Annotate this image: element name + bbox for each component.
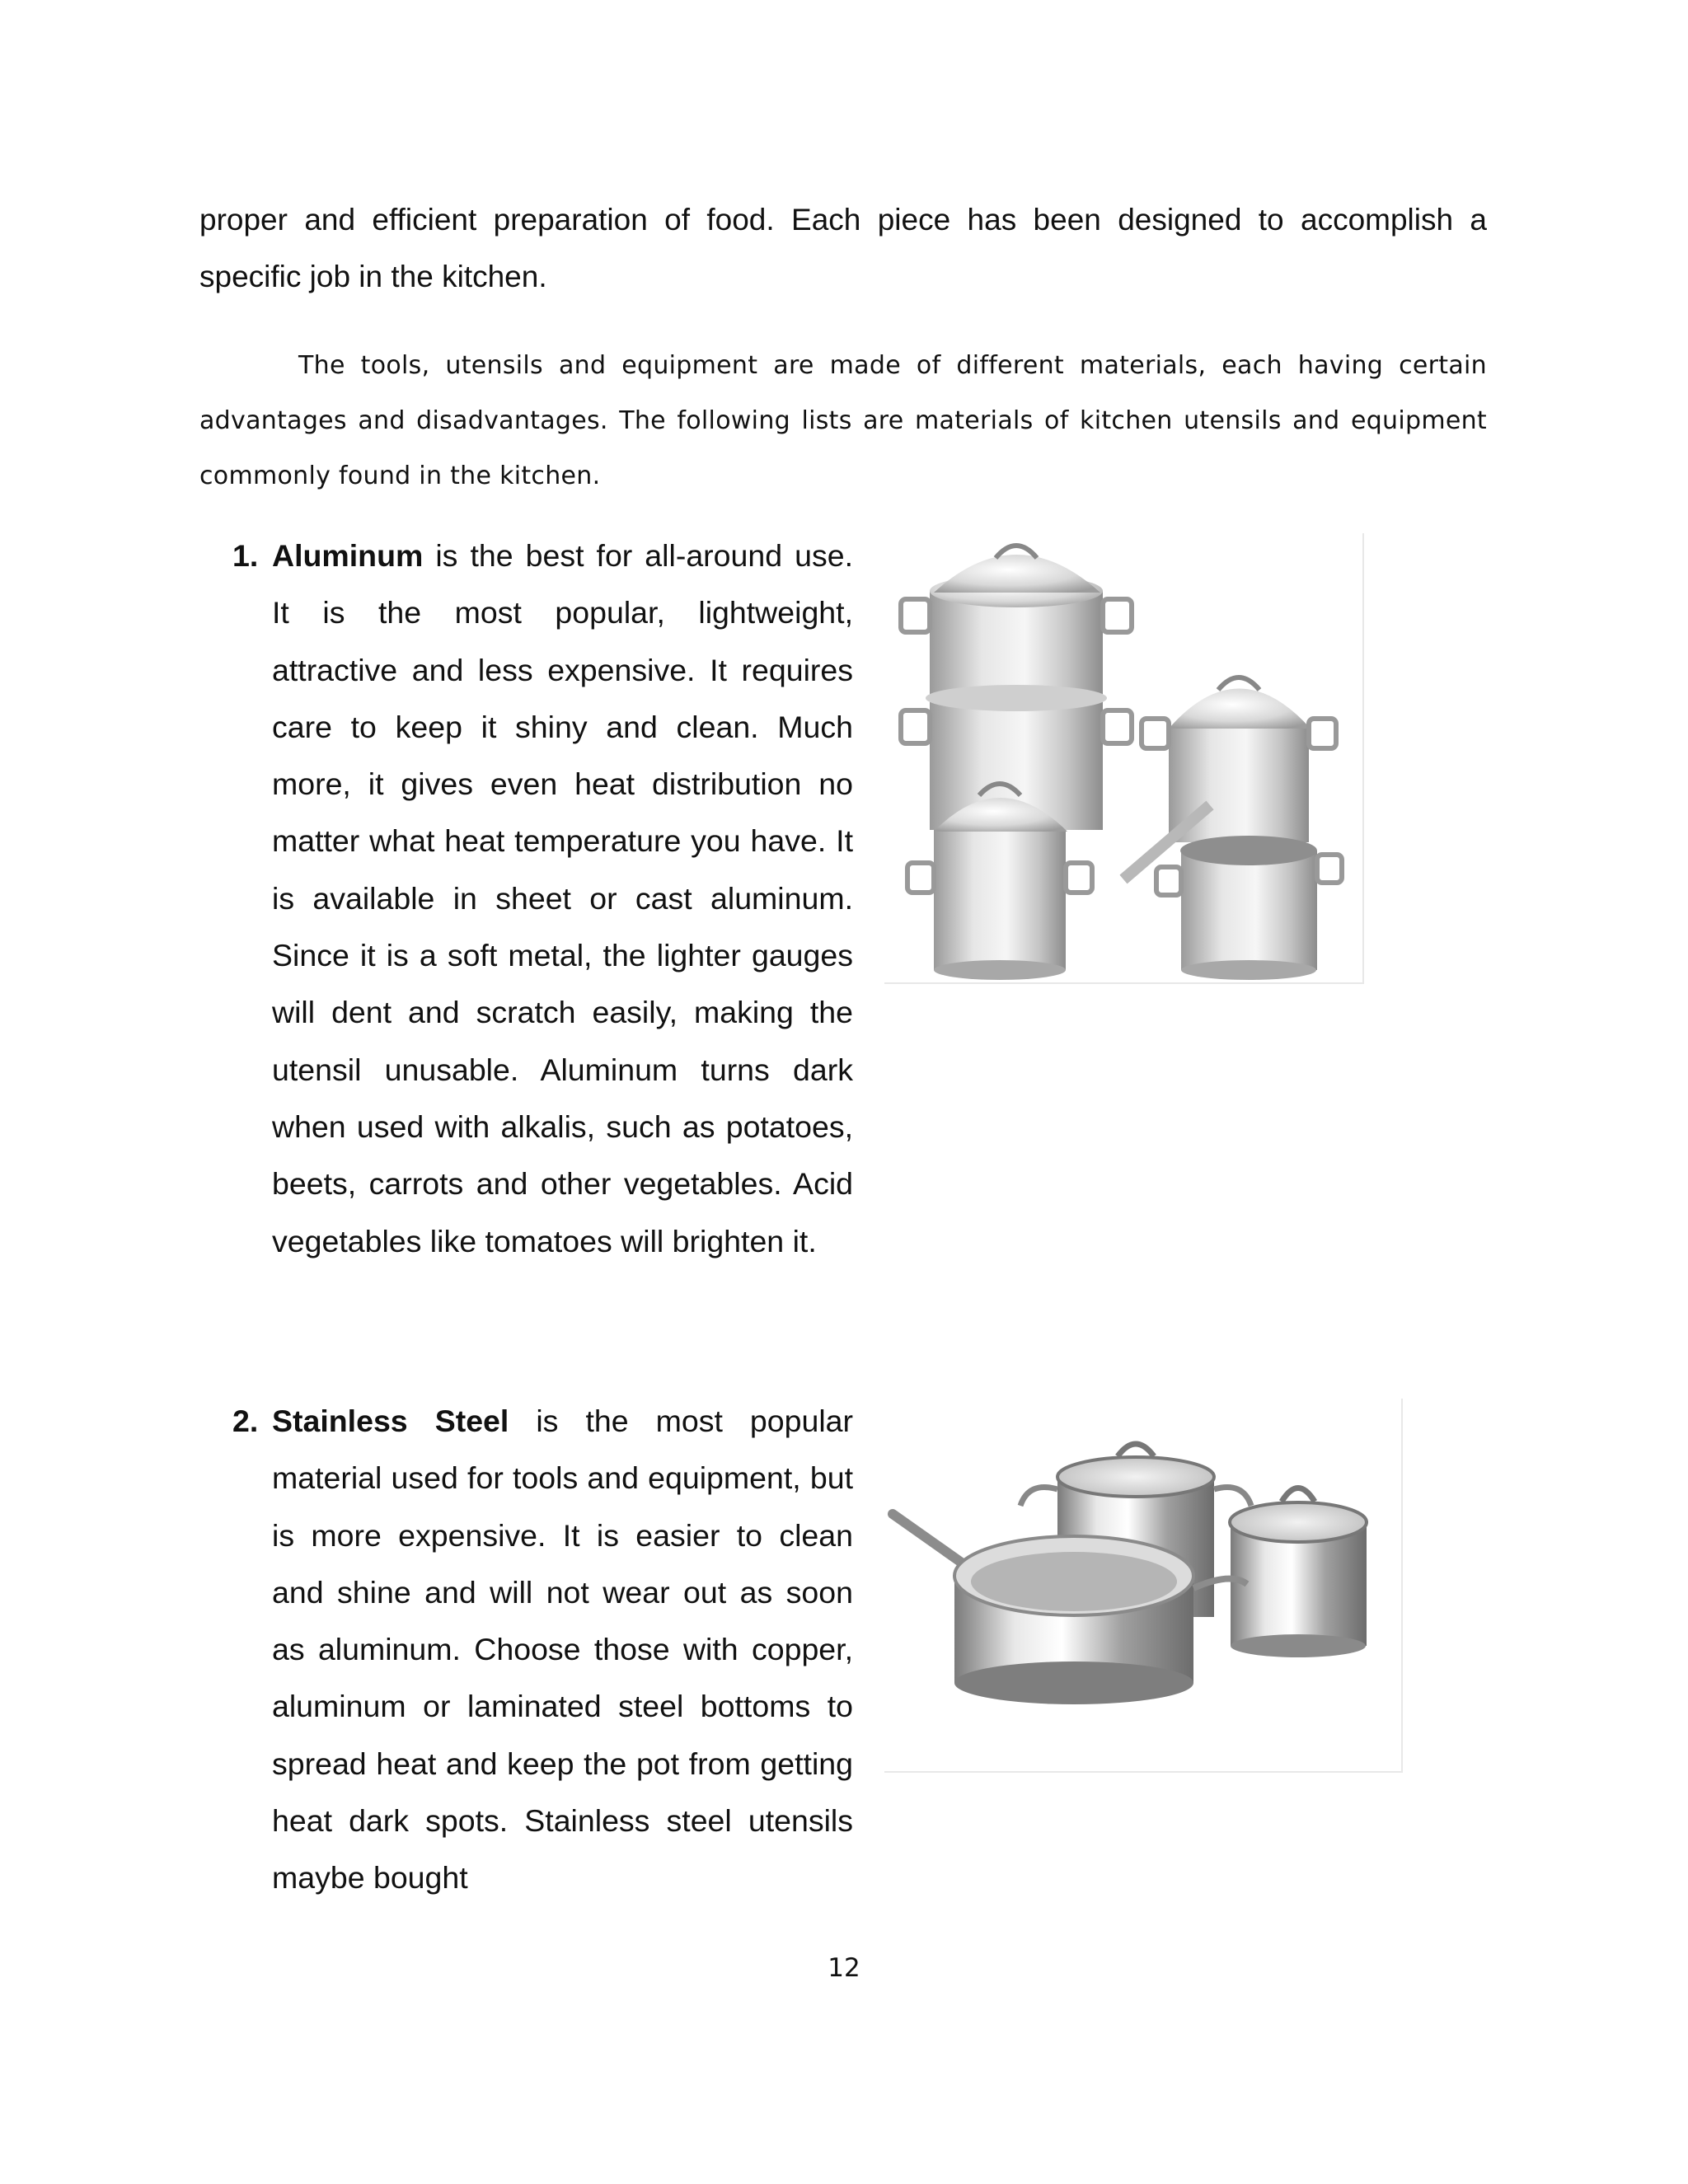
list-number: 2. <box>232 1404 259 1438</box>
page-number: 12 <box>828 1953 860 1983</box>
list-item-aluminum <box>224 527 853 1270</box>
aluminum-description: is the best for all-around use. It is the most popular, lightweight, attractive and less expensive. It requires care to keep it shiny and clean. Much more, it gives even heat distribution no matter what heat temperature you have. It is available in sheet or cast aluminum. Since it is a soft metal, the lighter gauges will dent and scratch easily, making the utensil unusable. Aluminum turns dark when used with alkalis, such as potatoes, beets, carrots and other vegetables. Acid vegetables like tomatoes will brighten it. <box>272 538 853 1258</box>
stainless-steel-description: is the most popular material used for tools and equipment, but is more expensive. It is easier to clean and shine and will not wear out as soon as aluminum. Choose those with copper, aluminum or laminated steel bottoms to spread heat and keep the pot from getting heat dark spots. Stainless steel utensils maybe bought <box>272 1404 853 1896</box>
list-item-stainless-steel <box>224 1393 853 1907</box>
list-number: 1. <box>232 538 259 573</box>
materials-intro-paragraph: The tools, utensils and equipment are made of different materials, each having certain advantages and disadvantages. The following lists are materials of kitchen utensils and equipment commonly found in the kitchen. <box>199 351 1487 490</box>
stainless-steel-cookware-image <box>884 1399 1403 1773</box>
term-stainless-steel: Stainless Steel <box>272 1404 509 1438</box>
aluminum-pots-image <box>884 533 1364 984</box>
intro-paragraph: proper and efficient preparation of food. Each piece has been designed to accomplish a specific job in the kitchen. <box>199 203 1487 293</box>
term-aluminum: Aluminum <box>272 538 424 573</box>
list-item-body <box>272 1393 853 1907</box>
list-item-body <box>272 527 853 1270</box>
